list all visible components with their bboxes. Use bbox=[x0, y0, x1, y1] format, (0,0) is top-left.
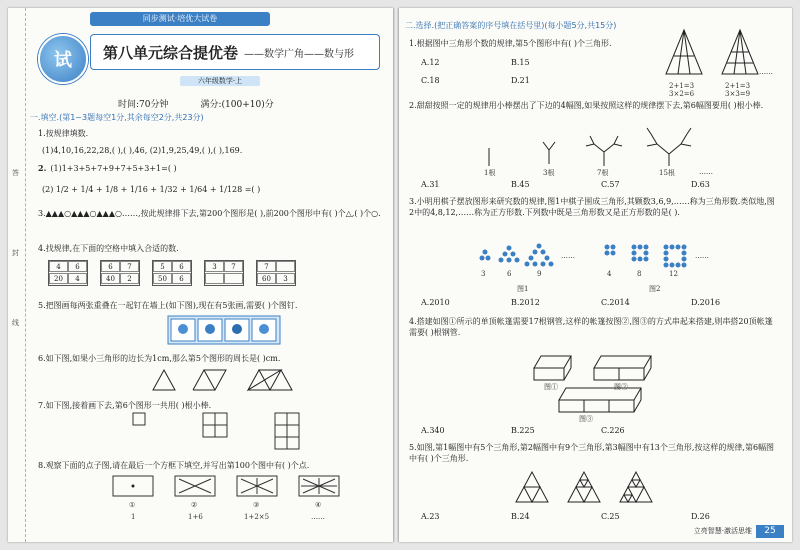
caption-line: 3×3=9 bbox=[725, 90, 751, 98]
grid-cell: 60 bbox=[257, 273, 276, 284]
option-a[interactable]: A.23 bbox=[421, 512, 440, 521]
grid-cell: 7 bbox=[224, 261, 243, 272]
option-d[interactable]: D.26 bbox=[691, 512, 710, 521]
grid-cell: 3 bbox=[205, 261, 224, 272]
logo-badge: 试 bbox=[38, 34, 88, 84]
figure-label: 图① bbox=[544, 383, 558, 391]
question-4: 4.找规律,在下面的空格中填入合适的数. bbox=[38, 244, 179, 253]
figure-number: 9 bbox=[537, 270, 542, 278]
left-page bbox=[8, 8, 393, 542]
number-grid bbox=[152, 260, 192, 286]
figure-label: 7根 bbox=[597, 169, 609, 177]
number-grid bbox=[100, 260, 140, 286]
grid-cell: 5 bbox=[153, 261, 172, 272]
question-2: 2.甜甜按照一定的规律用小棒摆出了下边的4幅图,如果按照这样的规律摆下去,第6幅图要用( )根小棒. bbox=[409, 101, 764, 110]
grid-cell bbox=[224, 273, 243, 284]
ellipsis: …… bbox=[695, 252, 709, 260]
section-heading: 二.选择.(把正确答案的序号填在括号里)(每小题5分,共15分) bbox=[405, 21, 617, 30]
question-1: 1.根据图中三角形个数的规律,第5个图形中有( )个三角形. bbox=[409, 39, 612, 48]
figure-value: …… bbox=[311, 513, 325, 521]
footer-brand: 立亮智慧·激活思维 bbox=[693, 527, 752, 535]
question-3: 3.▲▲▲○▲▲▲○▲▲▲○……,按此规律排下去,第200个图形是( ),前200个图形中有( )个△,( )个○. bbox=[38, 209, 381, 218]
question-3: 3.小明用棋子摆放图形来研究数的规律,图1中棋子围成三角形,其颗数3,6,9,……称为三角形数.类似地,图2中的4,8,12,……称为正方形数.下列数中既是三角形数又是正方形数的是( ). bbox=[409, 197, 775, 217]
grid-cell: 6 bbox=[101, 261, 120, 272]
figure-label: ② bbox=[191, 501, 198, 509]
sidebar-char: 答 bbox=[12, 169, 19, 177]
figure-label: ③ bbox=[253, 501, 260, 509]
option-d[interactable]: D.63 bbox=[691, 180, 710, 189]
figure-label: 图1 bbox=[517, 285, 529, 293]
figure-label: 1根 bbox=[484, 169, 496, 177]
sidebar-char: 封 bbox=[12, 249, 19, 257]
time-limit: 时间:70分钟 bbox=[118, 100, 169, 110]
number-grid bbox=[256, 260, 296, 286]
page-title: 第八单元综合提优卷 bbox=[103, 43, 239, 62]
caption-line: 2+1=3 bbox=[725, 82, 751, 90]
grid-cell: 50 bbox=[153, 273, 172, 284]
figure-number: 12 bbox=[669, 270, 678, 278]
figure-number: 6 bbox=[507, 270, 512, 278]
caption-line: 3×2=6 bbox=[669, 90, 695, 98]
question-4: 4.搭建如图①所示的单顶帐篷需要17根钢管,这样的帐篷按图②,图③的方式串起来搭建,则串搭20顶帐篷需要( )根钢管. bbox=[409, 317, 773, 337]
option-d[interactable]: D.21 bbox=[511, 76, 530, 85]
figure-label: 图② bbox=[614, 383, 628, 391]
option-a[interactable]: A.12 bbox=[421, 58, 440, 67]
grid-cell: 6 bbox=[172, 273, 191, 284]
sidebar-char: 线 bbox=[12, 319, 19, 327]
triangle-sequence-figure bbox=[153, 368, 303, 392]
figure-number: 8 bbox=[637, 270, 642, 278]
option-a[interactable]: A.2010 bbox=[421, 298, 450, 307]
stick-squares-figure bbox=[133, 413, 303, 453]
series-banner: 同步测试·培优大试卷 bbox=[90, 12, 270, 26]
section-heading: 一.填空.(第1~3题每空1分,其余每空2分,共23分) bbox=[30, 113, 204, 122]
option-a[interactable]: A.31 bbox=[421, 180, 440, 189]
grid-cell: 4 bbox=[49, 261, 68, 272]
page-subtitle: ——数学广角——数与形 bbox=[244, 48, 355, 60]
question-1-text: (1)4,10,16,22,28,( ),( ),46, (2)1,9,25,49,( ),( ),169. bbox=[42, 146, 243, 155]
question-2a-text: (1)1+3+5+7+9+7+5+3+1=( ) bbox=[50, 164, 177, 173]
binding-sidebar bbox=[8, 8, 26, 542]
pictures-on-wall-figure bbox=[168, 316, 280, 344]
figure-caption bbox=[725, 82, 750, 98]
figure-value: 1 bbox=[131, 513, 136, 521]
option-c[interactable]: C.18 bbox=[421, 76, 440, 85]
figure-label: ① bbox=[129, 501, 136, 509]
figure-value: 1+2×5 bbox=[244, 513, 270, 521]
question-5: 5.如图,第1幅图中有5个三角形,第2幅图中有9个三角形,第3幅图中有13个三角形,按这样的规律,第6幅图中有( )个三角形. bbox=[409, 443, 775, 463]
option-b[interactable]: B.2012 bbox=[511, 298, 540, 307]
question-5: 5.把图画每两张重叠在一起钉在墙上(如下图),现在有5张画,需要( )个图钉. bbox=[38, 301, 298, 310]
figure-number: 4 bbox=[607, 270, 612, 278]
number-grid bbox=[204, 260, 244, 286]
question-1: 1.按规律填数. bbox=[38, 129, 89, 138]
grid-cell: 4 bbox=[68, 273, 87, 284]
option-c[interactable]: C.226 bbox=[601, 426, 625, 435]
options-row bbox=[421, 76, 601, 85]
header-banner bbox=[30, 12, 385, 94]
options-row bbox=[421, 180, 781, 189]
question-2a: 2. (1)1+3+5+7+9+7+5+3+1=( ) bbox=[38, 163, 177, 173]
grade-label: 六年级数学·上 bbox=[180, 76, 260, 86]
option-b[interactable]: B.15 bbox=[511, 58, 530, 67]
options-row bbox=[421, 58, 601, 67]
figure-number: 3 bbox=[481, 270, 486, 278]
grid-cell: 7 bbox=[120, 261, 139, 272]
ellipsis: …… bbox=[699, 168, 713, 176]
page-number: 25 bbox=[756, 525, 784, 538]
grid-cell: 7 bbox=[257, 261, 276, 272]
grid-cell: 20 bbox=[49, 273, 68, 284]
option-b[interactable]: B.225 bbox=[511, 426, 535, 435]
grid-cell: 6 bbox=[172, 261, 191, 272]
figure-label: 图③ bbox=[579, 415, 593, 423]
number-grid bbox=[48, 260, 88, 286]
full-score: 满分:(100+10)分 bbox=[200, 100, 274, 110]
question-6: 6.如下图,如果小三角形的边长为1cm,那么第5个图形的周长是( )cm. bbox=[38, 354, 281, 363]
options-row bbox=[421, 298, 781, 307]
question-7: 7.如下图,接着画下去,第6个图形一共用( )根小棒. bbox=[38, 401, 212, 410]
option-a[interactable]: A.340 bbox=[421, 426, 445, 435]
stick-branch-figure bbox=[479, 128, 699, 168]
exam-meta bbox=[118, 97, 274, 110]
option-c[interactable]: C.57 bbox=[601, 180, 620, 189]
option-c[interactable]: C.25 bbox=[601, 512, 620, 521]
right-page bbox=[399, 8, 792, 542]
nested-triangles-figure bbox=[514, 470, 674, 506]
triangle-count-figure bbox=[664, 30, 774, 80]
title-box bbox=[90, 34, 380, 70]
figure-label: 图2 bbox=[649, 285, 661, 293]
question-8: 8.观察下面的点子图,请在最后一个方框下填空,并写出第100个图中有( )个点. bbox=[38, 461, 310, 470]
question-2b: (2) 1/2 + 1/4 + 1/8 + 1/16 + 1/32 + 1/64 + 1/128 =( ) bbox=[42, 185, 261, 194]
grid-cell bbox=[205, 273, 224, 284]
grid-cell bbox=[276, 261, 295, 272]
grid-cell: 3 bbox=[276, 273, 295, 284]
option-b[interactable]: B.24 bbox=[511, 512, 530, 521]
figure-label: 3根 bbox=[543, 169, 555, 177]
options-row bbox=[421, 426, 691, 435]
figure-value: 1+6 bbox=[188, 513, 203, 521]
dot-pattern-figure bbox=[113, 476, 343, 498]
figure-label: ④ bbox=[315, 501, 322, 509]
options-row bbox=[421, 512, 781, 521]
grid-cell: 40 bbox=[101, 273, 120, 284]
grid-cell: 6 bbox=[68, 261, 87, 272]
ellipsis: …… bbox=[561, 252, 575, 260]
option-c[interactable]: C.2014 bbox=[601, 298, 630, 307]
ellipsis: …… bbox=[759, 68, 773, 76]
figure-caption bbox=[669, 82, 694, 98]
option-b[interactable]: B.45 bbox=[511, 180, 530, 189]
grid-cell: 2 bbox=[120, 273, 139, 284]
caption-line: 2+1=3 bbox=[669, 82, 695, 90]
figure-label: 15根 bbox=[659, 169, 675, 177]
option-d[interactable]: D.2016 bbox=[691, 298, 721, 307]
